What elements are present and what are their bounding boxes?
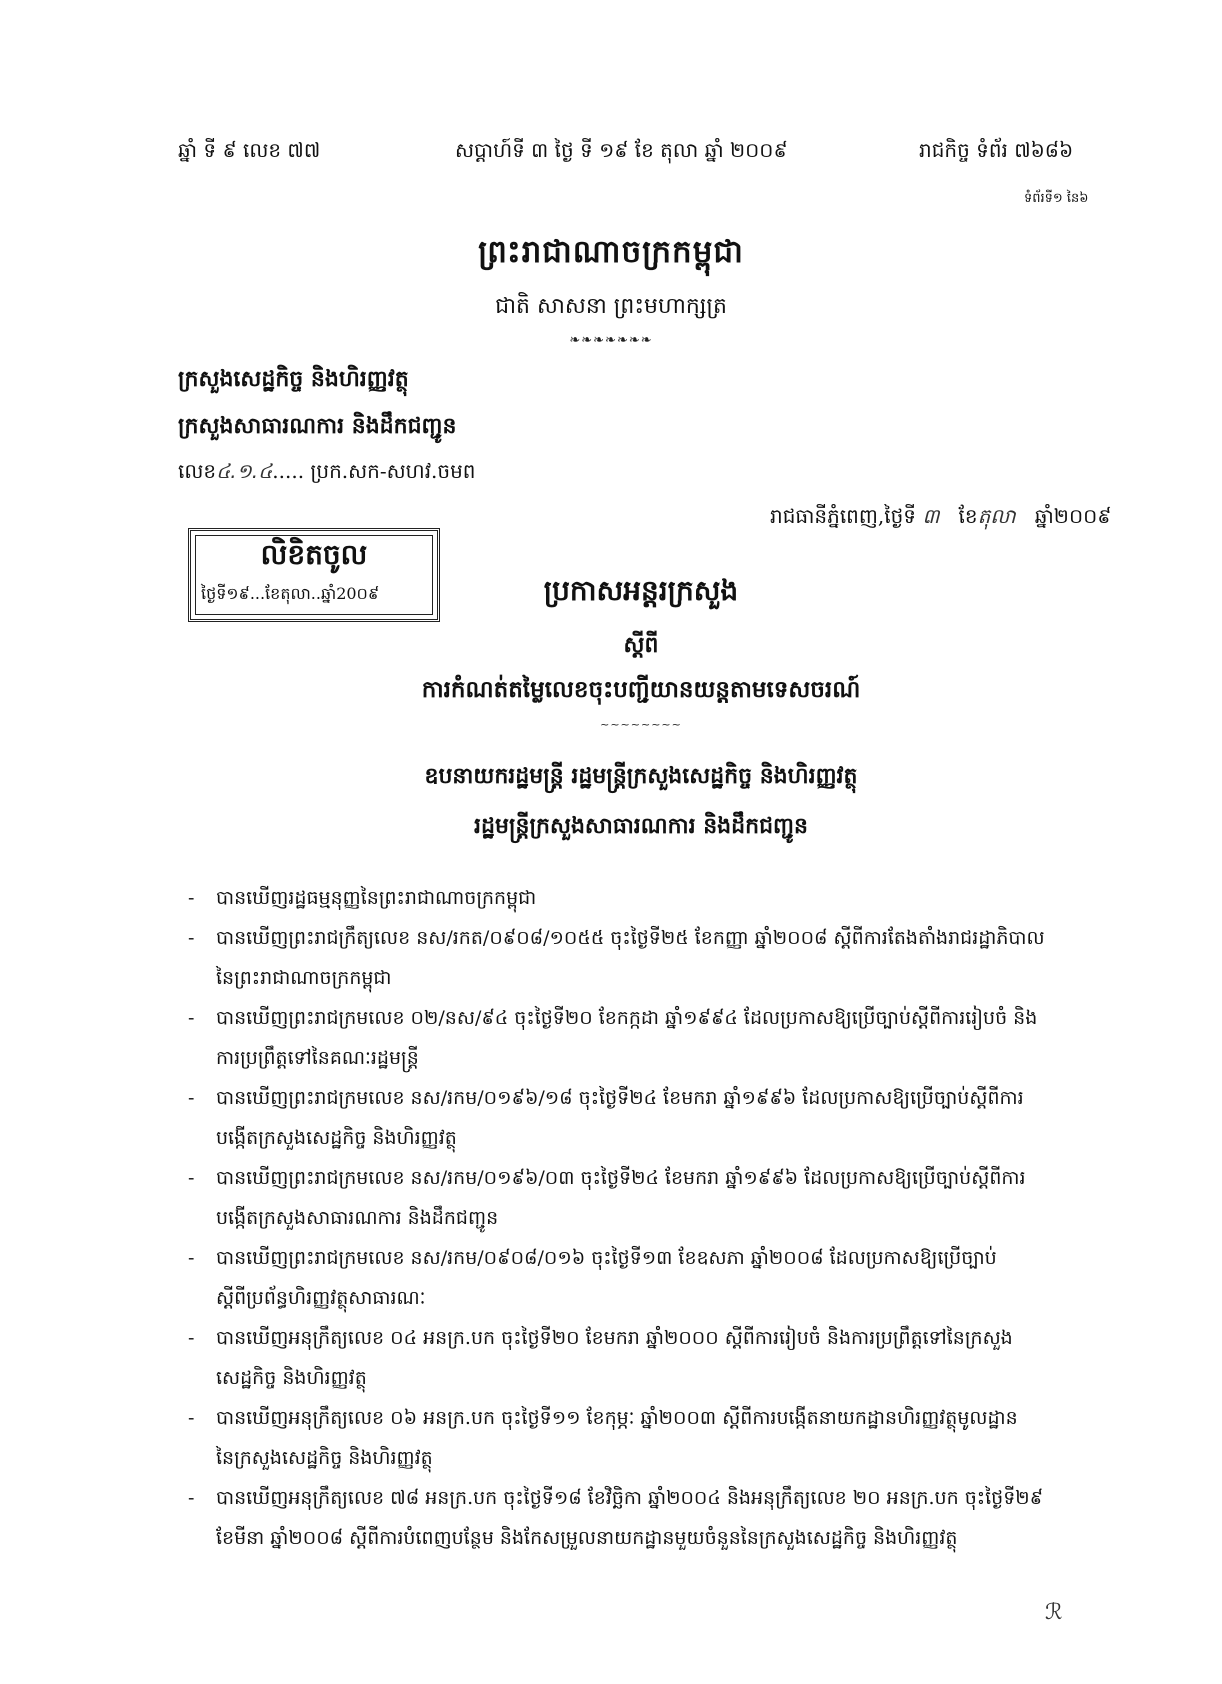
ministry-public-works-transport: ក្រសួងសាធារណការ និងដឹកជញ្ជូន <box>178 413 457 439</box>
ministry-economy-finance: ក្រសួងសេដ្ឋកិច្ច និងហិរញ្ញវត្ថុ <box>178 366 409 392</box>
list-item <box>188 998 1150 1078</box>
dateline-year: ឆ្នាំ២០០៩ <box>1034 504 1112 528</box>
list-item-continuation: បង្កើតក្រសួងសេដ្ឋកិច្ច និងហិរញ្ញវត្ថុ <box>216 1127 457 1149</box>
reference-suffix: ..... ប្រក.សក-សហវ.ចមព <box>272 459 476 483</box>
list-dash: - <box>188 887 195 909</box>
list-item-continuation: បង្កើតក្រសួងសាធារណការ និងដឹកជញ្ជូន <box>216 1207 499 1229</box>
declaration-title: ប្រកាសអន្តរក្រសួង <box>543 574 739 607</box>
list-item <box>188 1478 1150 1558</box>
stamp-date: ថ្ងៃទី១៩...ខែតុលា..ឆ្នាំ20០៩ <box>201 584 380 603</box>
handwritten-initials: ℛ <box>1045 1600 1063 1625</box>
authority-line-2: រដ្ឋមន្ត្រីក្រសួងសាធារណការ និងដឹកជញ្ជូន <box>474 813 808 839</box>
dateline <box>770 503 1111 533</box>
declaration-subject: ការកំណត់តម្លៃលេខចុះបញ្ជីយានយន្តតាមទេសចរណ៍ <box>421 676 861 703</box>
list-item-continuation: នៃក្រសួងសេដ្ឋកិច្ច និងហិរញ្ញវត្ថុ <box>216 1447 433 1469</box>
list-item-text: បានឃើញរដ្ឋធម្មនុញ្ញនៃព្រះរាជាណាចក្រកម្ពុជា <box>216 887 537 909</box>
considerations-list <box>188 878 1150 1558</box>
list-item <box>188 918 1150 998</box>
gazette-year-issue: ឆ្នាំ ទី ៩ លេខ ៧៧ <box>178 138 321 162</box>
list-item-text: បានឃើញព្រះរាជក្រមលេខ ០២/នស/៩៤ ចុះថ្ងៃទី២០ ខែកក្កដា ឆ្នាំ១៩៩៤ ដែលប្រកាសឱ្យប្រើច្បាប់ស្តីពីការរៀបចំ និង <box>216 1007 1038 1029</box>
gazette-page-number: រាជកិច្ច ទំព័រ ៧៦៨៦ <box>919 138 1074 162</box>
list-item-continuation: នៃព្រះរាជាណាចក្រកម្ពុជា <box>216 967 392 989</box>
list-item-text: បានឃើញព្រះរាជក្រមលេខ នស/រកម/០៩០៨/០១៦ ចុះថ្ងៃទី១៣ ខែឧសភា ឆ្នាំ២០០៨ ដែលប្រកាសឱ្យប្រើច្បាប់ <box>216 1247 997 1269</box>
list-item-continuation: ខែមីនា ឆ្នាំ២០០៨ ស្តីពីការបំពេញបន្ថែម និងកែសម្រួលនាយកដ្ឋានមួយចំនួននៃក្រសួងសេដ្ឋកិច្ច និងហិរញ្ញវត្ថុ <box>216 1527 958 1549</box>
list-dash: - <box>188 1487 195 1509</box>
list-item-text: បានឃើញអនុក្រឹត្យលេខ ០៦ អនក្រ.បក ចុះថ្ងៃទី១១ ខែកុម្ភៈ ឆ្នាំ២០០៣ ស្តីពីការបង្កើតនាយកដ្ឋានហិរញ្ញវត្ថុមូលដ្ឋាន <box>216 1407 1018 1429</box>
dateline-place: រាជធានីភ្នំពេញ,ថ្ងៃទី <box>770 504 917 528</box>
authority-line-1: ឧបនាយករដ្ឋមន្ត្រី រដ្ឋមន្ត្រីក្រសួងសេដ្ឋកិច្ច និងហិរញ្ញវត្ថុ <box>424 763 858 789</box>
list-item <box>188 1238 1150 1318</box>
list-dash: - <box>188 927 195 949</box>
list-dash: - <box>188 1087 195 1109</box>
reference-handwritten: ៤.១.៤ <box>216 459 273 483</box>
ornament-divider: ❧❧❧❧❧❧❧ <box>569 333 653 348</box>
list-item-text: បានឃើញព្រះរាជក្រមលេខ នស/រកម/០១៩៦/១៨ ចុះថ្ងៃទី២៤ ខែមករា ឆ្នាំ១៩៩៦ ដែលប្រកាសឱ្យប្រើច្បាប់ស្តីពីការ <box>216 1087 1024 1109</box>
list-item <box>188 1078 1150 1158</box>
stamp-title: លិខិតចូល <box>260 538 368 571</box>
list-item-text: បានឃើញព្រះរាជក្រឹត្យលេខ នស/រកត/០៩០៨/១០៥៥ ចុះថ្ងៃទី២៥ ខែកញ្ញា ឆ្នាំ២០០៨ ស្តីពីការតែងតាំងរាជរដ្ឋាភិបាល <box>216 927 1045 949</box>
dateline-month: តុលា <box>977 504 1016 528</box>
list-item-text: បានឃើញព្រះរាជក្រមលេខ នស/រកម/០១៩៦/០៣ ចុះថ្ងៃទី២៤ ខែមករា ឆ្នាំ១៩៩៦ ដែលប្រកាសឱ្យប្រើច្បាប់ស្តីពីការ <box>216 1167 1026 1189</box>
page-reference: ទំព័រទី១ នៃ៦ <box>1024 191 1089 206</box>
list-dash: - <box>188 1247 195 1269</box>
reference-number <box>178 458 476 488</box>
list-item-continuation: សេដ្ឋកិច្ច និងហិរញ្ញវត្ថុ <box>216 1367 367 1389</box>
national-motto: ជាតិ សាសនា ព្រះមហាក្សត្រ <box>495 294 727 319</box>
list-dash: - <box>188 1407 195 1429</box>
list-dash: - <box>188 1007 195 1029</box>
list-item <box>188 1398 1150 1478</box>
reference-prefix: លេខ <box>178 459 217 483</box>
list-item <box>188 878 1150 918</box>
list-item <box>188 1318 1150 1398</box>
dateline-day: ៣ <box>922 504 940 528</box>
regarding-label: ស្តីពី <box>623 632 659 658</box>
list-item-text: បានឃើញអនុក្រឹត្យលេខ ០៤ អនក្រ.បក ចុះថ្ងៃទី២០ ខែមករា ឆ្នាំ២០០០ ស្តីពីការរៀបចំ និងការប្រព្រឹត្តទៅនៃក្រសួង <box>216 1327 1013 1349</box>
subject-ornament: ~~~~~~~~ <box>600 718 682 731</box>
gazette-week-date: សប្តាហ៍ទី ៣ ថ្ងៃ ទី ១៩ ខែ តុលា ឆ្នាំ ២០០៩ <box>455 138 788 162</box>
list-item-continuation: ស្តីពីប្រព័ន្ធហិរញ្ញវត្ថុសាធារណៈ <box>216 1287 426 1309</box>
list-dash: - <box>188 1167 195 1189</box>
dateline-month-label: ខែ <box>958 504 978 528</box>
list-item <box>188 1158 1150 1238</box>
kingdom-title: ព្រះរាជាណាចក្រកម្ពុជា <box>478 234 744 270</box>
list-dash: - <box>188 1327 195 1349</box>
list-item-text: បានឃើញអនុក្រឹត្យលេខ ៧៨ អនក្រ.បក ចុះថ្ងៃទី១៨ ខែវិច្ឆិកា ឆ្នាំ២០០៤ និងអនុក្រឹត្យលេខ ២០ អនក្រ.បក ចុះថ្ងៃទី២៩ <box>216 1487 1044 1509</box>
list-item-continuation: ការប្រព្រឹត្តទៅនៃគណៈរដ្ឋមន្ត្រី <box>216 1047 419 1069</box>
